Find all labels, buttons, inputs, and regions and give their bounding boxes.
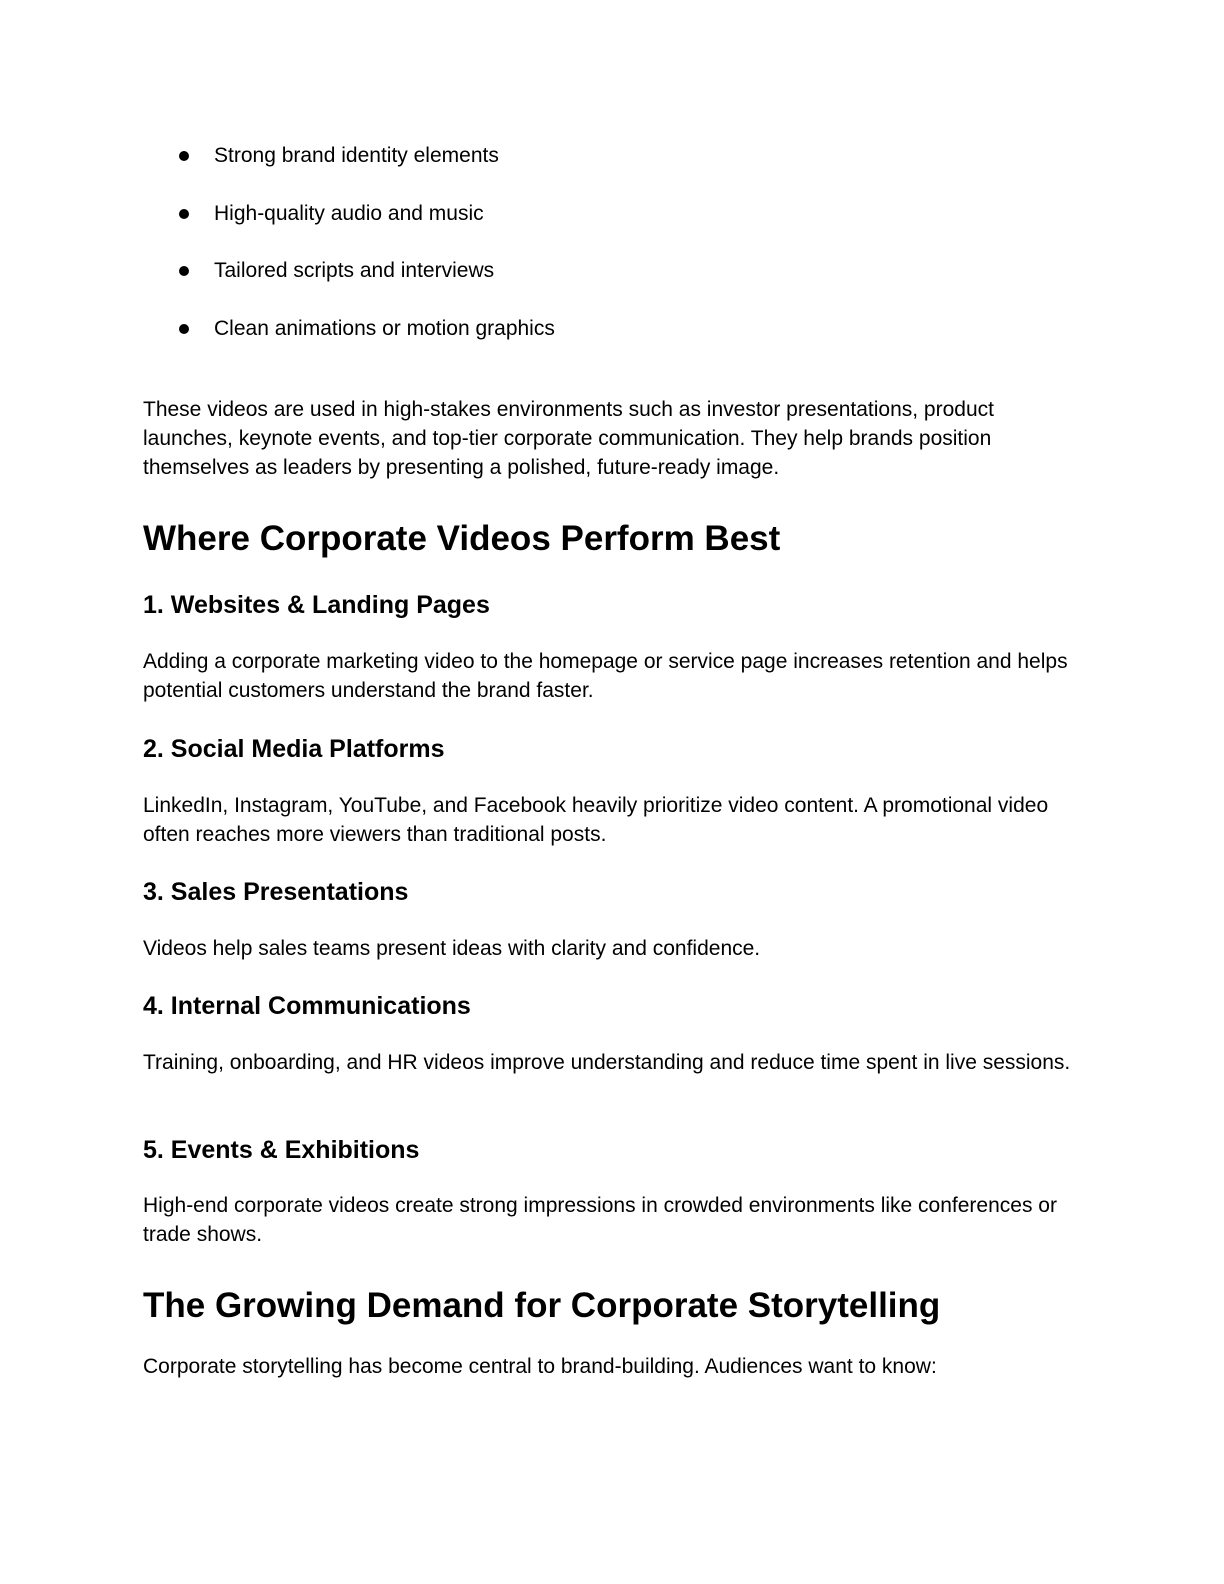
- bullet-dot-icon: [179, 324, 189, 334]
- paragraph-events-exhibitions: High-end corporate videos create strong impressions in crowded environments like conferences or trade shows.: [143, 1194, 1057, 1246]
- feature-bullet-list: [179, 141, 555, 371]
- paragraph-internal-communications: Training, onboarding, and HR videos improve understanding and reduce time spent in live sessions.: [143, 1051, 1071, 1074]
- bullet-item: [179, 314, 555, 344]
- paragraph-storytelling: Corporate storytelling has become central to brand-building. Audiences want to know:: [143, 1355, 937, 1378]
- bullet-dot-icon: [179, 209, 189, 219]
- subheading-social-media: 2. Social Media Platforms: [143, 735, 445, 763]
- bullet-item: [179, 199, 555, 229]
- subheading-events-exhibitions: 5. Events & Exhibitions: [143, 1136, 420, 1164]
- paragraph-sales-presentations: Videos help sales teams present ideas with clarity and confidence.: [143, 937, 761, 960]
- paragraph-social-media: LinkedIn, Instagram, YouTube, and Facebook heavily prioritize video content. A promotional video often reaches more viewers than traditional posts.: [143, 794, 1049, 846]
- subheading-internal-communications: 4. Internal Communications: [143, 992, 471, 1020]
- bullet-dot-icon: [179, 266, 189, 276]
- bullet-text: Strong brand identity elements: [214, 144, 499, 167]
- intro-paragraph: These videos are used in high-stakes environments such as investor presentations, product launches, keynote events, and top-tier corporate communication. They help brands position themselves as leaders by presenting a polished, future-ready image.: [143, 398, 994, 479]
- bullet-dot-icon: [179, 151, 189, 161]
- bullet-text: Clean animations or motion graphics: [214, 316, 555, 340]
- section-heading-where-perform: Where Corporate Videos Perform Best: [143, 519, 781, 558]
- bullet-text: Tailored scripts and interviews: [214, 259, 495, 282]
- bullet-text: High-quality audio and music: [214, 201, 484, 225]
- bullet-item: [179, 256, 555, 286]
- paragraph-websites: Adding a corporate marketing video to the homepage or service page increases retention and helps potential customers understand the brand faster.: [143, 650, 1068, 702]
- subheading-websites: 1. Websites & Landing Pages: [143, 591, 490, 619]
- subheading-sales-presentations: 3. Sales Presentations: [143, 878, 409, 906]
- section-heading-storytelling: The Growing Demand for Corporate Storytelling: [143, 1286, 941, 1325]
- bullet-item: [179, 141, 555, 171]
